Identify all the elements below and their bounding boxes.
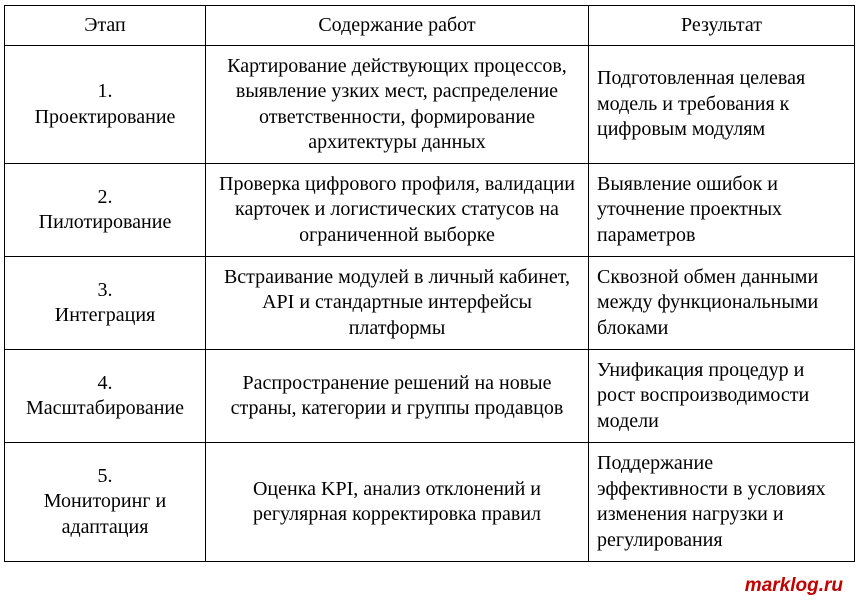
result-cell: Подготовленная целевая модель и требования к цифровым модулям (589, 46, 855, 164)
result-cell: Выявление ошибок и уточнение проектных параметров (589, 164, 855, 257)
table-row (5, 46, 855, 164)
result-cell: Сквозной обмен данными между функциональными блоками (589, 257, 855, 350)
stage-name: Масштабирование (25, 397, 185, 419)
stages-table (4, 5, 855, 562)
stage-number: 5. (97, 464, 113, 487)
stage-name: Мониторинг и адаптация (43, 490, 167, 538)
table-row (5, 443, 855, 562)
content-cell: Оценка KPI, анализ отклонений и регулярная корректировка правил (206, 443, 589, 562)
content-cell: Встраивание модулей в личный кабинет, API и стандартные интерфейсы платформы (206, 257, 589, 350)
content-cell: Проверка цифрового профиля, валидации карточек и логистических статусов на ограниченной выборке (206, 164, 589, 257)
stage-cell (5, 164, 206, 257)
table-header-row (5, 6, 855, 46)
header-content: Содержание работ (206, 6, 589, 46)
stage-name: Интеграция (54, 304, 156, 326)
stage-name: Проектирование (34, 105, 176, 128)
result-cell: Унификация процедур и рост воспроизводимости модели (589, 350, 855, 443)
stage-cell (5, 443, 206, 562)
stage-cell (5, 46, 206, 164)
table-row (5, 350, 855, 443)
header-result: Результат (589, 6, 855, 46)
stage-name: Пилотирование (38, 211, 172, 233)
header-stage: Этап (5, 6, 206, 46)
stage-number: 1. (97, 80, 113, 102)
table-row (5, 164, 855, 257)
content-cell: Распространение решений на новые страны, категории и группы продавцов (206, 350, 589, 443)
stage-cell (5, 257, 206, 350)
content-cell: Картирование действующих процессов, выявление узких мест, распределение ответственности, формирование архитектуры данных (206, 46, 589, 164)
stage-number: 2. (97, 185, 113, 208)
stage-cell (5, 350, 206, 443)
stage-number: 3. (97, 278, 113, 301)
table-row (5, 257, 855, 350)
stage-number: 4. (97, 371, 113, 394)
result-cell: Поддержание эффективности в условиях изменения нагрузки и регулирования (589, 443, 855, 562)
watermark: marklog.ru (744, 575, 843, 596)
